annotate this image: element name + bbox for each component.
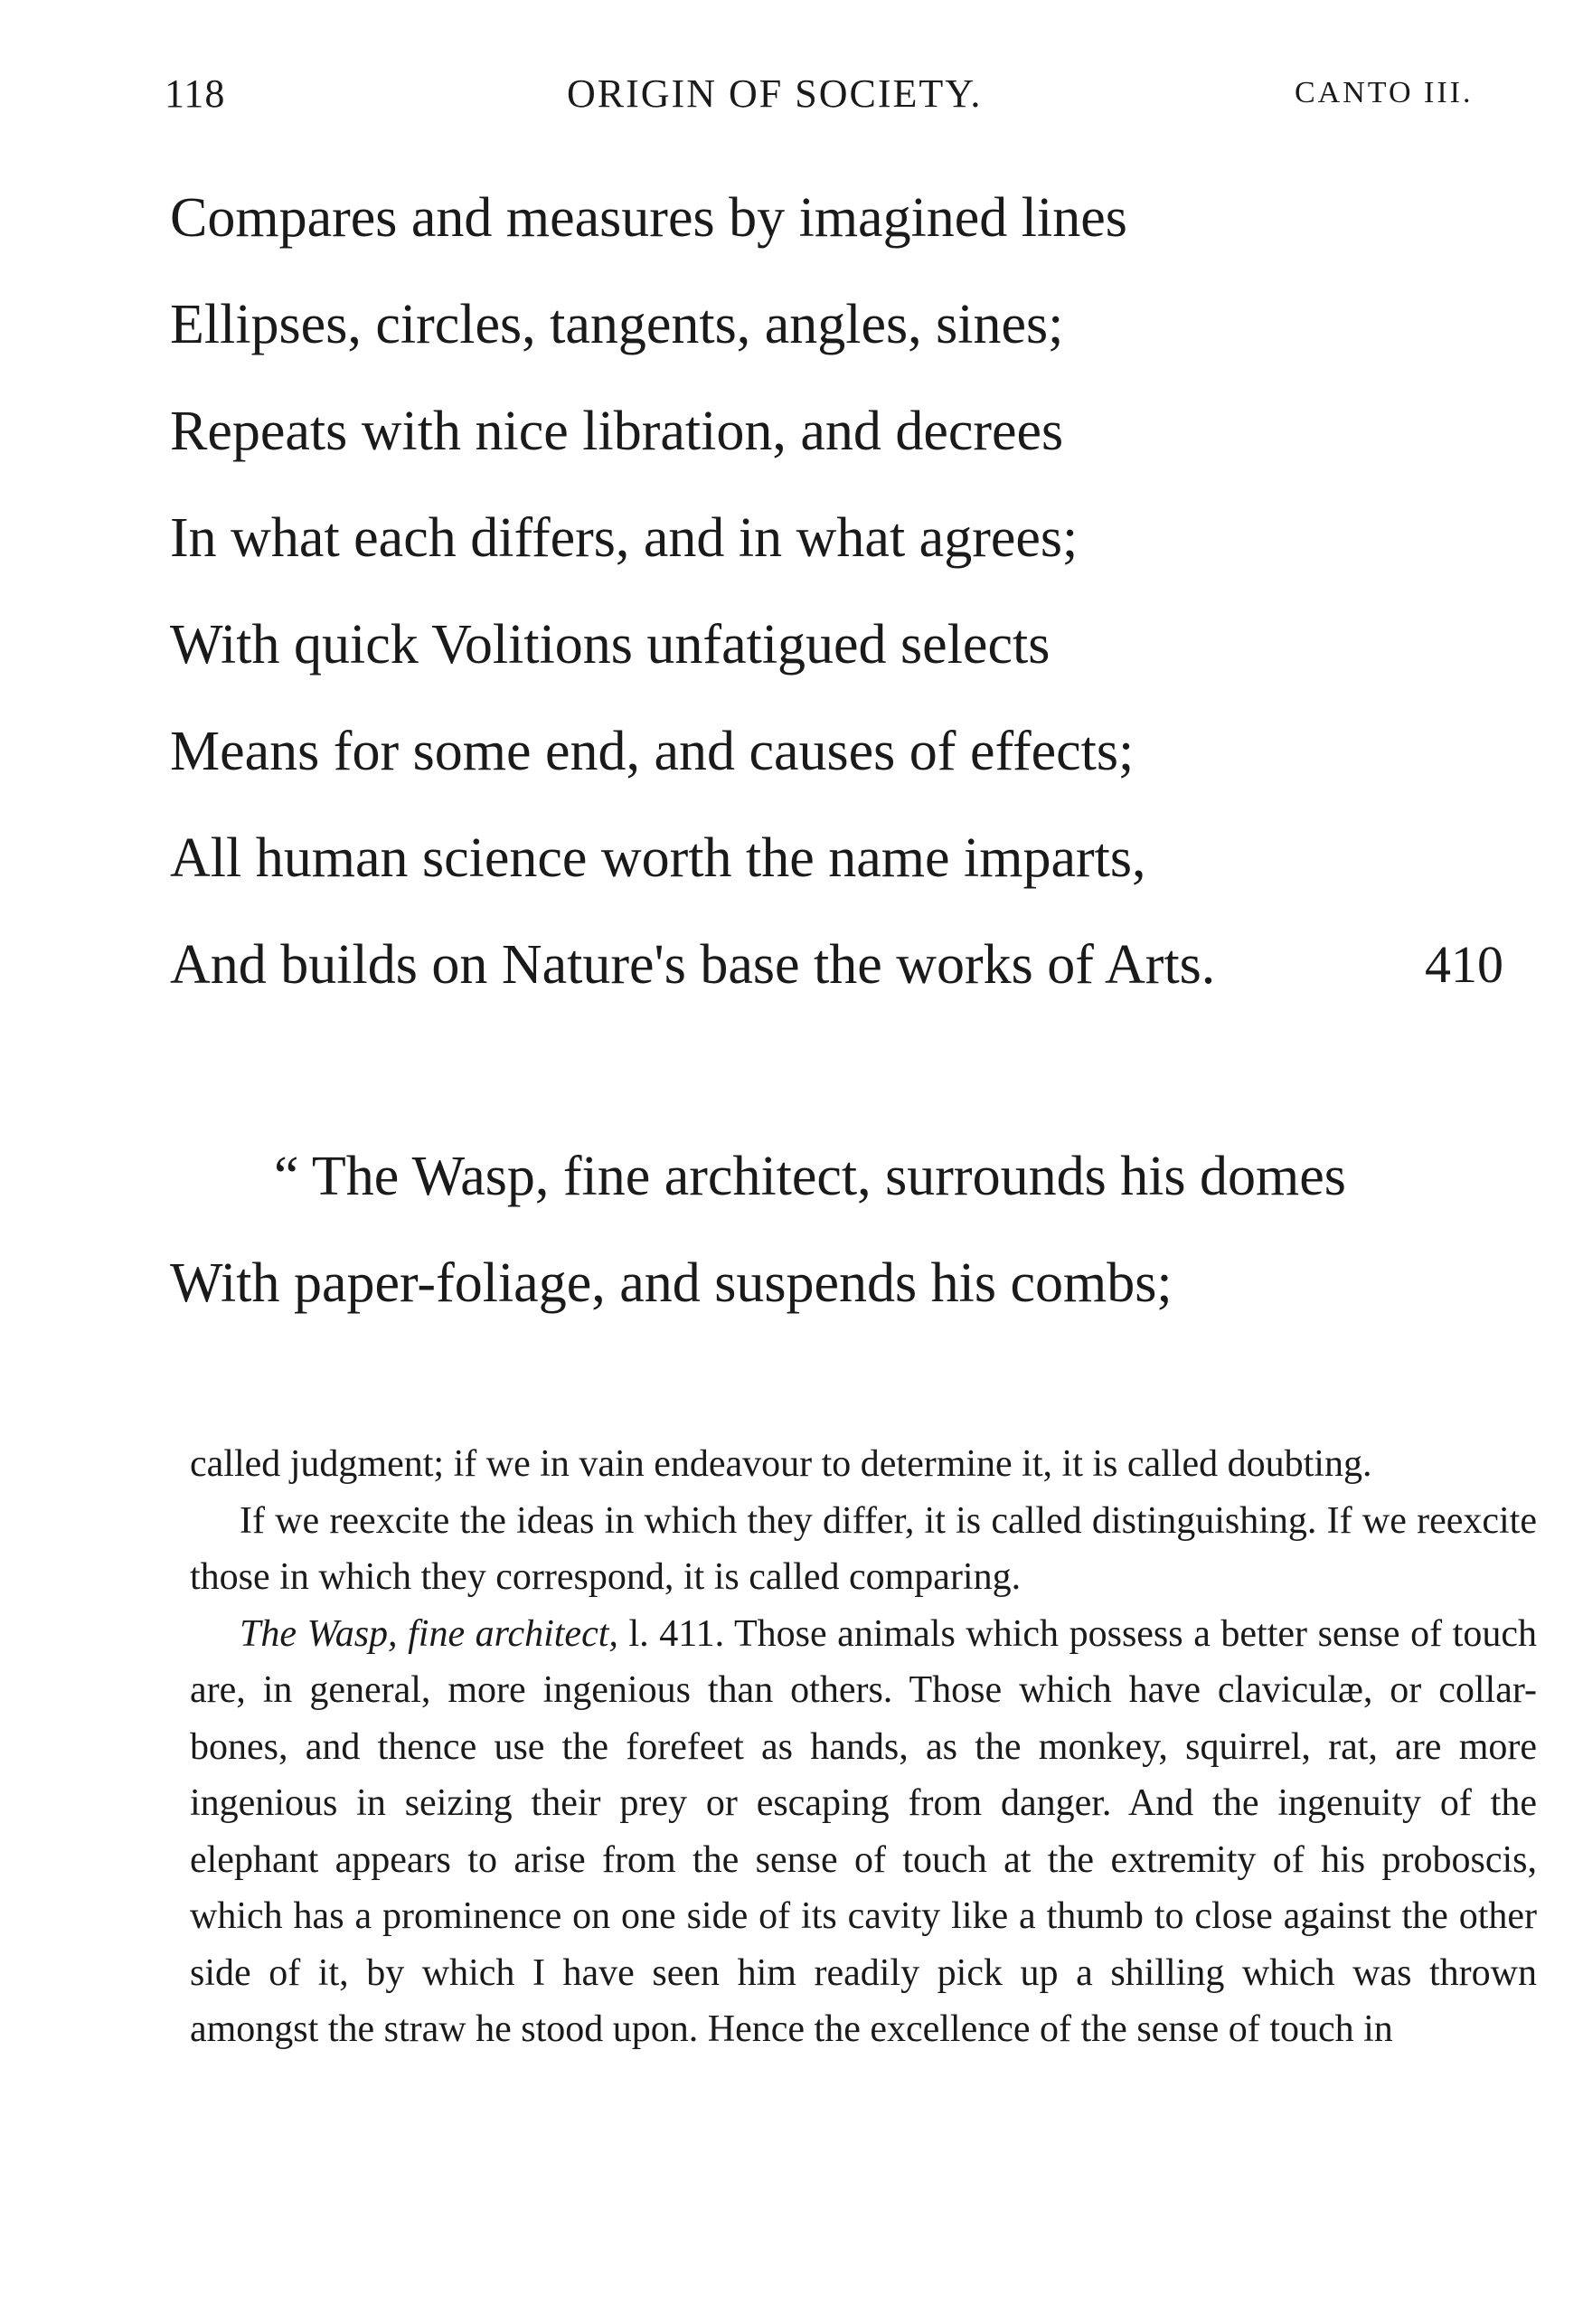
footnotes: [190, 1436, 1537, 2058]
verse-line: With quick Volitions unfatigued selects: [170, 614, 1051, 675]
note-lead: The Wasp, fine architect,: [240, 1612, 618, 1655]
verse-line: Means for some end, and causes of effects;: [170, 721, 1135, 782]
running-title: ORIGIN OF SOCIETY.: [567, 71, 983, 116]
note-body: Those animals which possess a better sense of touch are, in general, more ingenious than others. Those which have claviculæ, or collar-bones, and thence use the forefeet as hands, as the monkey, squirrel, rat, are more ingenious in seizing their prey or escaping from danger. And the ingenuity of the elephant appears to arise from the sense of touch at the extremity of his proboscis, which has a prominence on one side of its cavity like a thumb to close against the other side of it, by which I have seen him readily pick up a shilling which was thrown amongst the straw he stood upon. Hence the excellence of the sense of touch in: [190, 1612, 1537, 2050]
verse-line: And builds on Nature's base the works of Arts.: [170, 934, 1216, 996]
note-paragraph: If we reexcite the ideas in which they differ, it is called distinguishing. If we reexcite those in which they correspond, it is called comparing.: [190, 1499, 1537, 1598]
verse-line: With paper-foliage, and suspends his combs;: [170, 1252, 1173, 1314]
note-paragraph: [190, 1606, 1537, 2058]
verse-line: “ The Wasp, fine architect, surrounds his domes: [274, 1146, 1346, 1207]
line-number: 410: [1425, 935, 1503, 994]
canto-label: CANTO III.: [1295, 76, 1474, 109]
verse-line: Compares and measures by imagined lines: [170, 187, 1127, 249]
verse-line: In what each differs, and in what agrees;: [170, 507, 1079, 569]
verse-line: All human science worth the name imparts,: [170, 827, 1146, 889]
note-paragraph: called judgment; if we in vain endeavour to determine it, it is called doubting.: [190, 1443, 1372, 1485]
verse-line: Repeats with nice libration, and decrees: [170, 401, 1064, 462]
verse-line: Ellipses, circles, tangents, angles, sines;: [170, 294, 1064, 355]
running-header: [165, 71, 1521, 125]
note-line-reference: l. 411.: [617, 1612, 725, 1655]
page-number: 118: [165, 71, 226, 116]
